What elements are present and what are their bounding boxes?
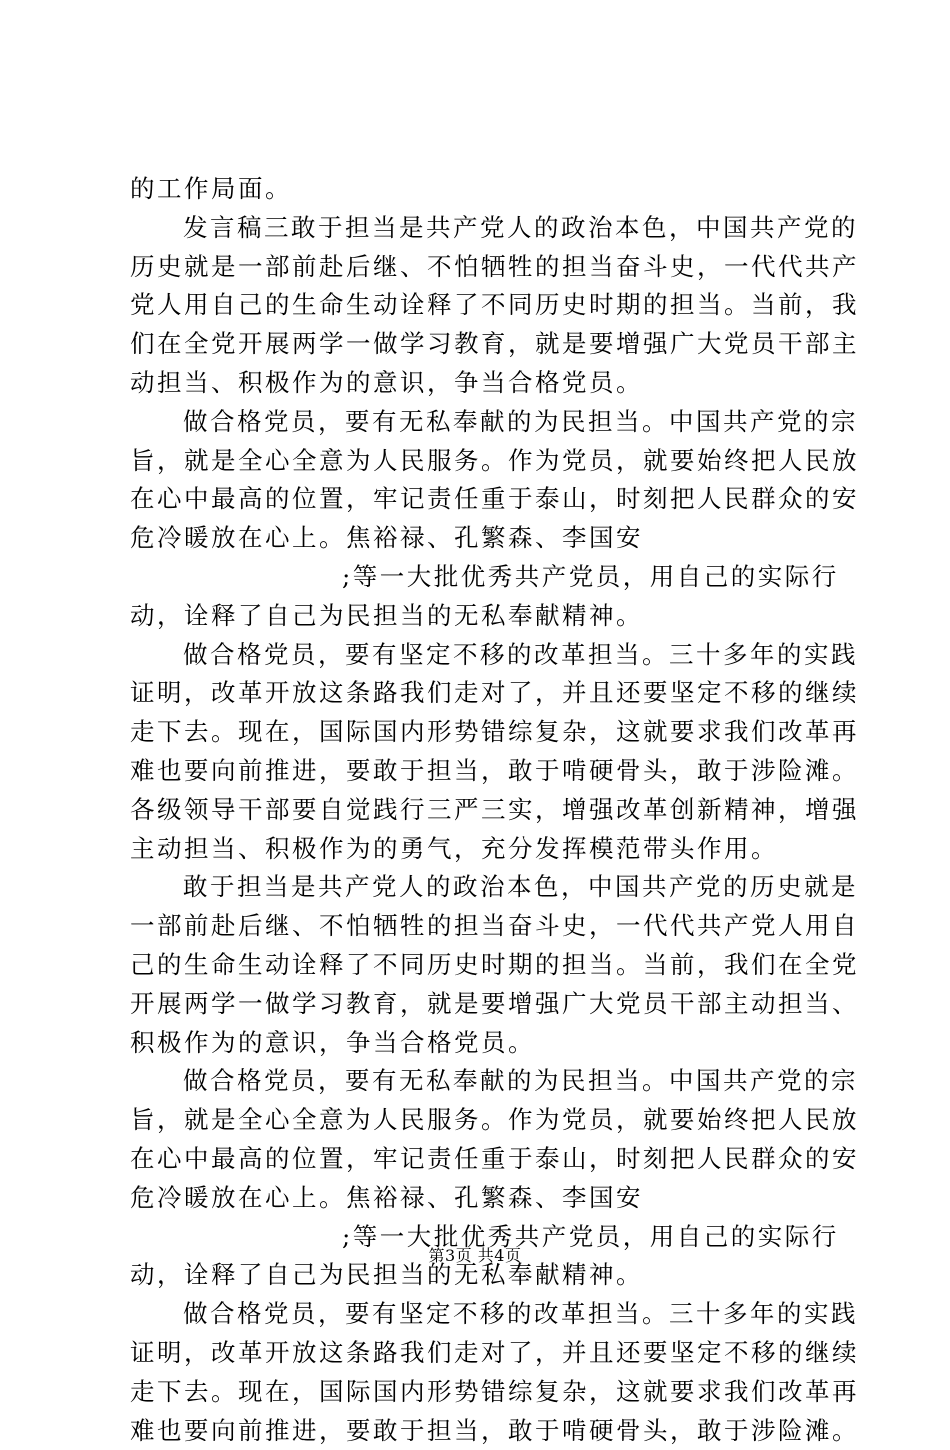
text-line: 动担当、积极作为的意识，争当合格党员。 (130, 364, 840, 403)
text-line: 主动担当、积极作为的勇气，充分发挥模范带头作用。 (130, 830, 840, 869)
text-line: 危冷暖放在心上。焦裕禄、孔繁森、李国安 (130, 1179, 840, 1218)
text-line: 证明，改革开放这条路我们走对了，并且还要坚定不移的继续 (130, 674, 840, 713)
text-line: 做合格党员，要有无私奉献的为民担当。中国共产党的宗 (130, 1062, 840, 1101)
text-line: 走下去。现在，国际国内形势错综复杂，这就要求我们改革再 (130, 1373, 840, 1412)
page-footer: 第3页 共4页 (0, 1243, 950, 1266)
text-line: 在心中最高的位置，牢记责任重于泰山，时刻把人民群众的安 (130, 480, 840, 519)
text-line: 历史就是一部前赴后继、不怕牺牲的担当奋斗史，一代代共产 (130, 248, 840, 287)
text-line: 证明，改革开放这条路我们走对了，并且还要坚定不移的继续 (130, 1334, 840, 1373)
text-line: ;等一大批优秀共产党员，用自己的实际行 (130, 1218, 840, 1257)
text-line: 己的生命生动诠释了不同历史时期的担当。当前，我们在全党 (130, 946, 840, 985)
text-line: 做合格党员，要有无私奉献的为民担当。中国共产党的宗 (130, 403, 840, 442)
text-line: 们在全党开展两学一做学习教育，就是要增强广大党员干部主 (130, 325, 840, 364)
text-line: 积极作为的意识，争当合格党员。 (130, 1024, 840, 1063)
text-line: 旨，就是全心全意为人民服务。作为党员，就要始终把人民放 (130, 1101, 840, 1140)
text-line: 走下去。现在，国际国内形势错综复杂，这就要求我们改革再 (130, 713, 840, 752)
text-line: 难也要向前推进，要敢于担当，敢于啃硬骨头，敢于涉险滩。 (130, 1412, 840, 1450)
text-line: 在心中最高的位置，牢记责任重于泰山，时刻把人民群众的安 (130, 1140, 840, 1179)
text-line: 做合格党员，要有坚定不移的改革担当。三十多年的实践 (130, 636, 840, 675)
text-line: 党人用自己的生命生动诠释了不同历史时期的担当。当前，我 (130, 286, 840, 325)
text-line: 敢于担当是共产党人的政治本色，中国共产党的历史就是 (130, 868, 840, 907)
text-line: 的工作局面。 (130, 170, 840, 209)
text-line: 动，诠释了自己为民担当的无私奉献精神。 (130, 1256, 840, 1295)
text-line: 一部前赴后继、不怕牺牲的担当奋斗史，一代代共产党人用自 (130, 907, 840, 946)
text-line: 难也要向前推进，要敢于担当，敢于啃硬骨头，敢于涉险滩。 (130, 752, 840, 791)
text-line: 旨，就是全心全意为人民服务。作为党员，就要始终把人民放 (130, 442, 840, 481)
text-line: 做合格党员，要有坚定不移的改革担当。三十多年的实践 (130, 1295, 840, 1334)
text-line: 开展两学一做学习教育，就是要增强广大党员干部主动担当、 (130, 985, 840, 1024)
text-line: 危冷暖放在心上。焦裕禄、孔繁森、李国安 (130, 519, 840, 558)
text-line: ;等一大批优秀共产党员，用自己的实际行 (130, 558, 840, 597)
text-line: 各级领导干部要自觉践行三严三实，增强改革创新精神，增强 (130, 791, 840, 830)
text-line: 发言稿三敢于担当是共产党人的政治本色，中国共产党的 (130, 209, 840, 248)
text-line: 动，诠释了自己为民担当的无私奉献精神。 (130, 597, 840, 636)
